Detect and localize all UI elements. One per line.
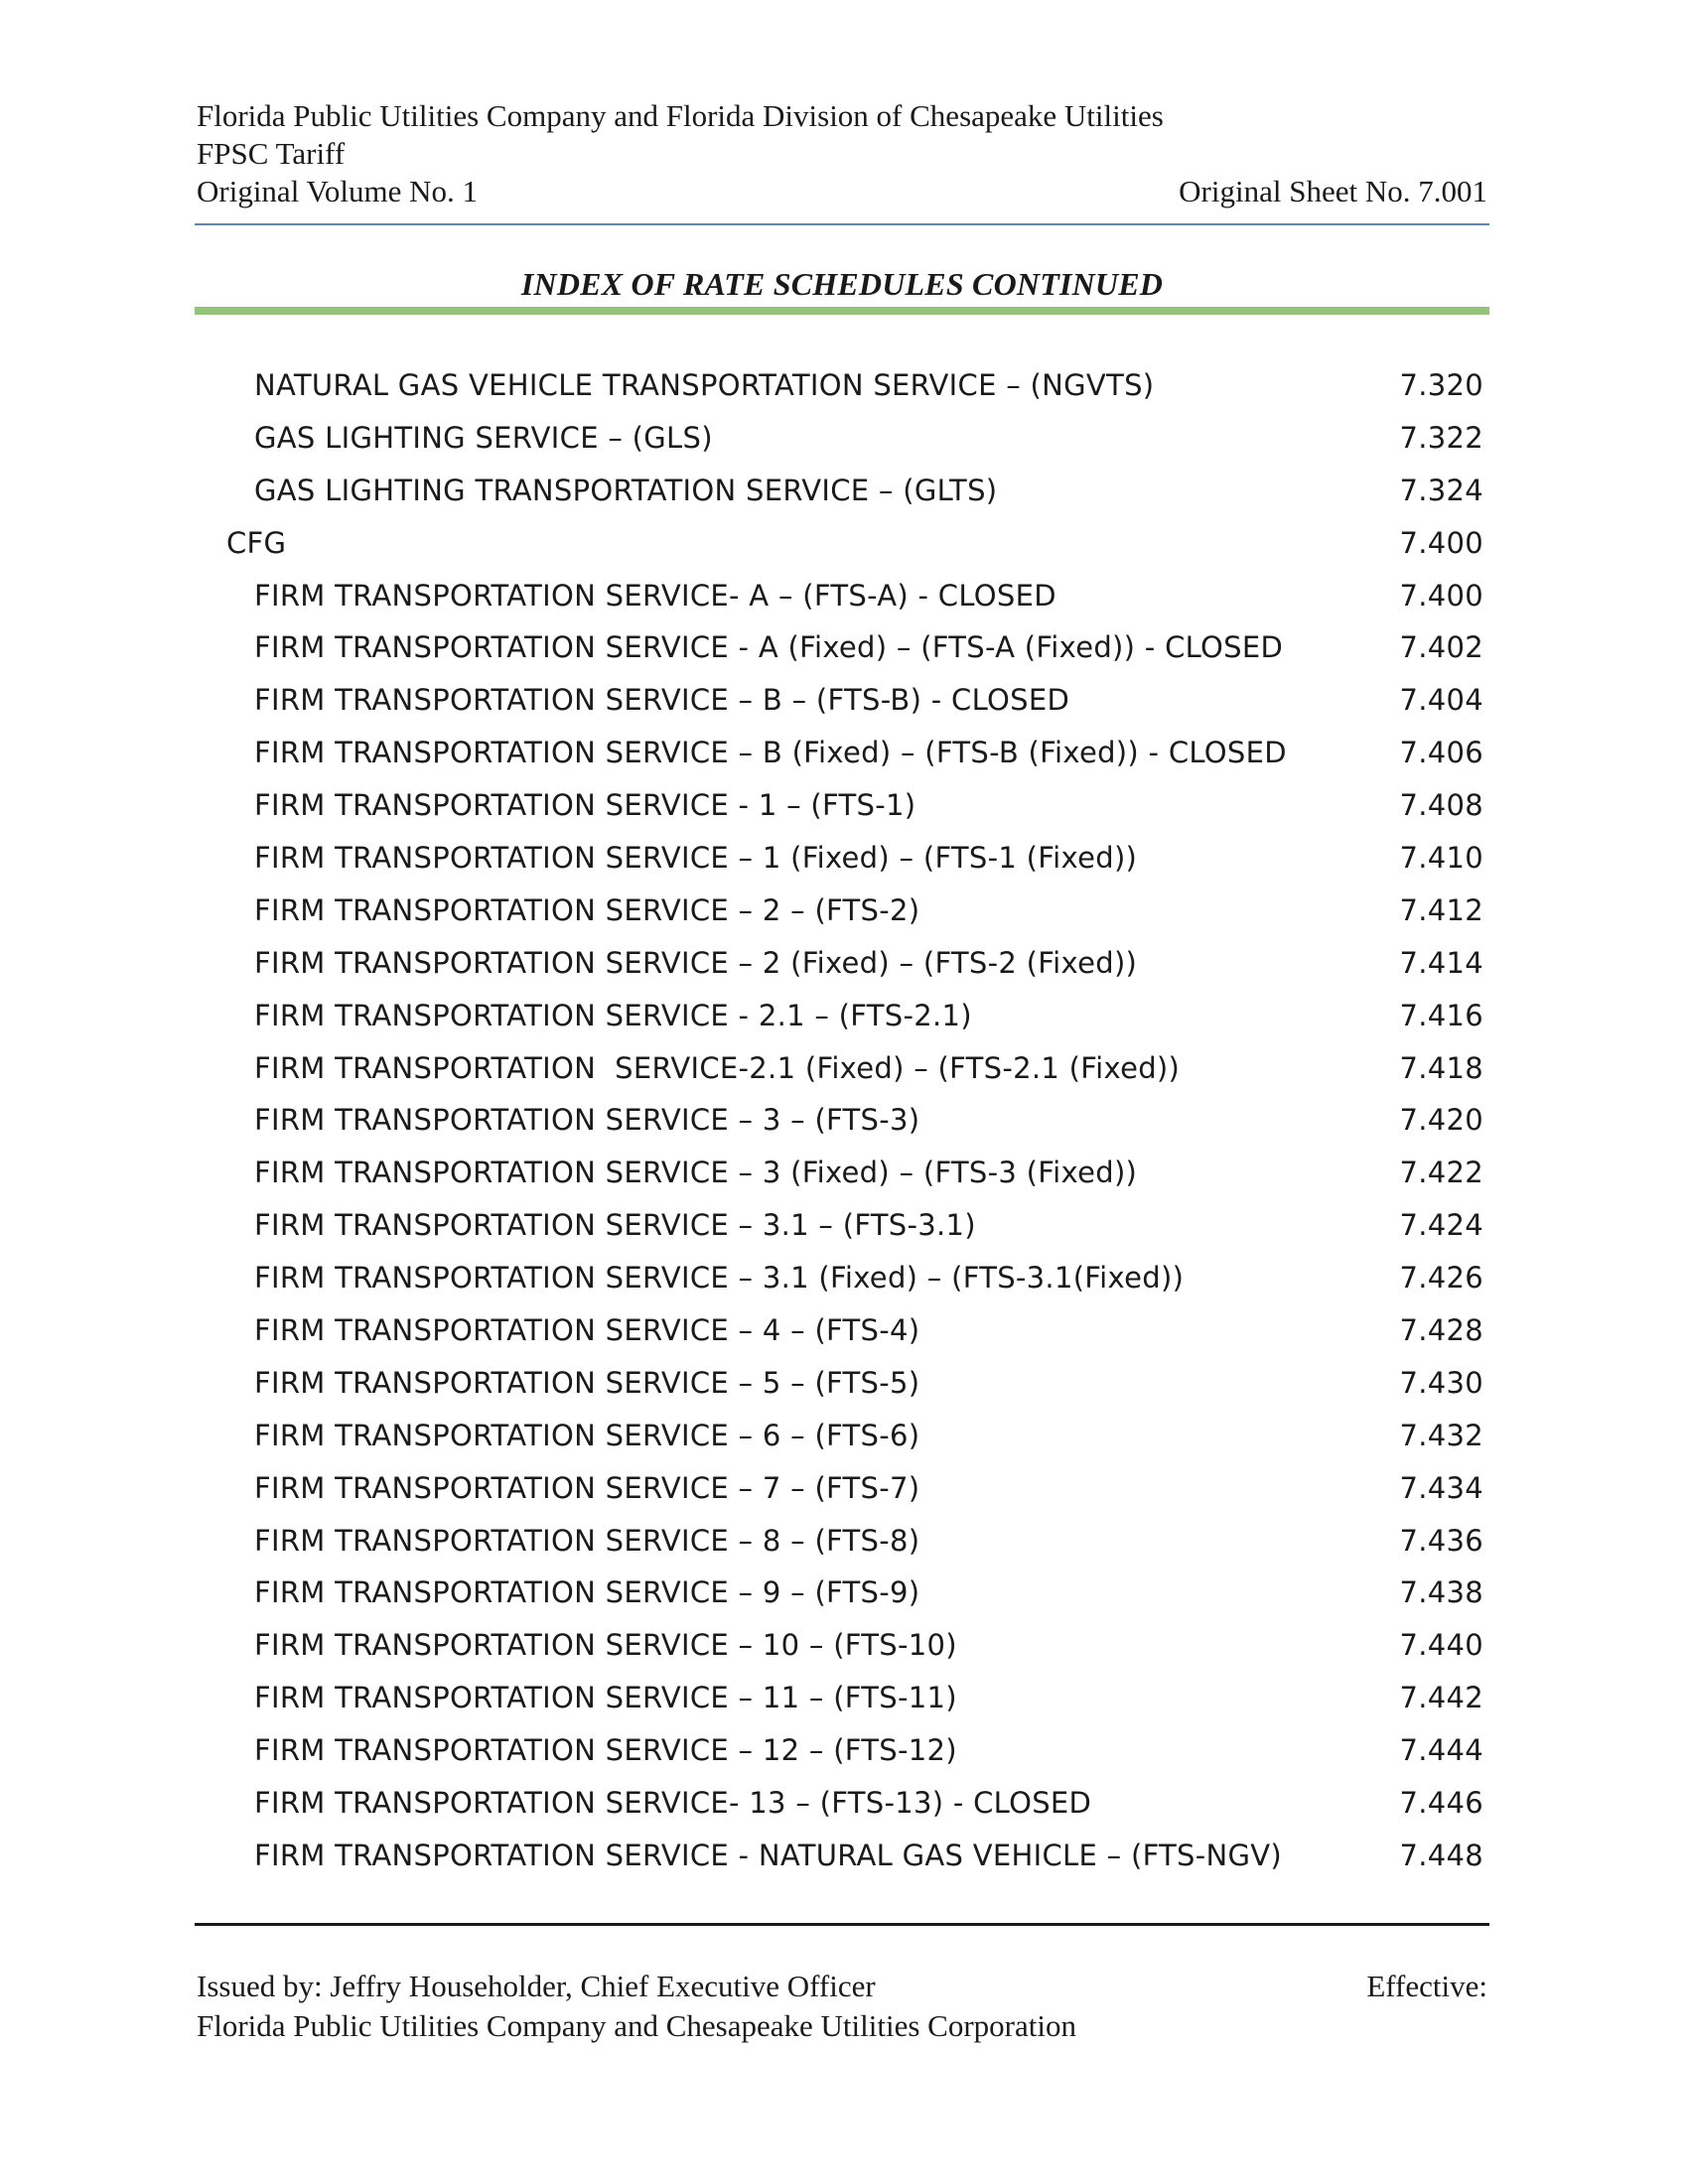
index-entry-label: FIRM TRANSPORTATION SERVICE – B (Fixed) – (FTS-B (Fixed)) - CLOSED: [254, 736, 1287, 770]
footer-issued-row: [197, 1967, 1487, 2006]
index-entry-sheet: 7.406: [1399, 736, 1483, 770]
index-row: [197, 368, 1487, 421]
index-entry-label: FIRM TRANSPORTATION SERVICE - NATURAL GAS VEHICLE – (FTS-NGV): [254, 1838, 1283, 1872]
index-row: [197, 1471, 1487, 1524]
index-row: [197, 1051, 1487, 1104]
index-row: [197, 1208, 1487, 1261]
index-row: [197, 1366, 1487, 1419]
footer-effective: Effective:: [1366, 1969, 1487, 2003]
index-row: [197, 1261, 1487, 1313]
title-divider: [195, 307, 1489, 315]
index-row: [197, 1628, 1487, 1681]
index-entry-label: FIRM TRANSPORTATION SERVICE – 3 – (FTS-3): [254, 1103, 920, 1138]
index-row: [197, 1419, 1487, 1471]
index-entry-label: FIRM TRANSPORTATION SERVICE – 3.1 – (FTS-3.1): [254, 1208, 976, 1243]
footer-issued-by: Issued by: Jeffry Householder, Chief Executive Officer: [197, 1969, 876, 2003]
header-volume-row: [197, 173, 1487, 210]
index-entry-label: FIRM TRANSPORTATION SERVICE-2.1 (Fixed) – (FTS-2.1 (Fixed)): [254, 1050, 1181, 1085]
index-entry-label: FIRM TRANSPORTATION SERVICE- 13 – (FTS-13) - CLOSED: [254, 1786, 1092, 1821]
header-volume: Original Volume No. 1: [197, 174, 479, 208]
index-entry-sheet: 7.400: [1399, 578, 1483, 613]
index-entry-sheet: 7.324: [1399, 473, 1483, 507]
index-entry-sheet: 7.426: [1399, 1261, 1483, 1296]
index-row: [197, 1524, 1487, 1576]
index-entry-label: GAS LIGHTING TRANSPORTATION SERVICE – (GLTS): [254, 473, 998, 507]
index-entry-sheet: 7.322: [1399, 420, 1483, 455]
footer-divider: [195, 1923, 1489, 1926]
index-entry-sheet: 7.422: [1399, 1156, 1483, 1190]
index-entry-label: FIRM TRANSPORTATION SERVICE – 5 – (FTS-5): [254, 1365, 920, 1400]
index-row: [197, 1839, 1487, 1891]
index-entry-sheet: 7.432: [1399, 1418, 1483, 1452]
index-entry-label: FIRM TRANSPORTATION SERVICE - 1 – (FTS-1): [254, 788, 916, 823]
index-row: [197, 630, 1487, 683]
index-row: [197, 893, 1487, 946]
index-entry-sheet: 7.412: [1399, 892, 1483, 927]
index-entry-sheet: 7.448: [1399, 1838, 1483, 1872]
header-company-line: Florida Public Utilities Company and Florida Division of Chesapeake Utilities: [197, 98, 1164, 133]
index-row: [197, 421, 1487, 474]
index-row: [197, 841, 1487, 893]
index-entry-sheet: 7.424: [1399, 1208, 1483, 1243]
index-row: [197, 474, 1487, 526]
header-divider: [195, 223, 1489, 225]
index-row: [197, 683, 1487, 736]
index-entry-label: FIRM TRANSPORTATION SERVICE – 8 – (FTS-8): [254, 1523, 920, 1558]
index-row: [197, 1103, 1487, 1156]
index-entry-label: FIRM TRANSPORTATION SERVICE- A – (FTS-A) - CLOSED: [254, 578, 1056, 613]
index-row: [197, 579, 1487, 631]
page-footer: [197, 1967, 1487, 2046]
index-entry-sheet: 7.446: [1399, 1786, 1483, 1821]
index-entry-label: FIRM TRANSPORTATION SERVICE – 2 (Fixed) – (FTS-2 (Fixed)): [254, 945, 1138, 980]
index-entry-sheet: 7.442: [1399, 1681, 1483, 1715]
index-row: [197, 1733, 1487, 1786]
index-row: [197, 736, 1487, 788]
index-entry-sheet: 7.404: [1399, 683, 1483, 718]
index-entry-sheet: 7.410: [1399, 841, 1483, 876]
index-section-row: [197, 526, 1487, 579]
index-entry-sheet: 7.320: [1399, 368, 1483, 402]
header-sheet-number: Original Sheet No. 7.001: [1179, 174, 1487, 208]
index-entry-label: FIRM TRANSPORTATION SERVICE – 2 – (FTS-2): [254, 892, 920, 927]
index-entry-sheet: 7.402: [1399, 630, 1483, 665]
index-entry-label: FIRM TRANSPORTATION SERVICE – 10 – (FTS-10): [254, 1628, 957, 1663]
index-entry-sheet: 7.440: [1399, 1628, 1483, 1663]
index-entry-sheet: 7.428: [1399, 1313, 1483, 1348]
footer-company: Florida Public Utilities Company and Chesapeake Utilities Corporation: [197, 2008, 1076, 2043]
index-entry-label: FIRM TRANSPORTATION SERVICE – 9 – (FTS-9): [254, 1575, 920, 1610]
index-row: [197, 1156, 1487, 1208]
index-row: [197, 1786, 1487, 1839]
index-entry-label: GAS LIGHTING SERVICE – (GLS): [254, 420, 713, 455]
index-row: [197, 1313, 1487, 1366]
index-entry-sheet: 7.418: [1399, 1050, 1483, 1085]
index-entry-label: FIRM TRANSPORTATION SERVICE – 3 (Fixed) – (FTS-3 (Fixed)): [254, 1156, 1138, 1190]
index-row: [197, 1575, 1487, 1628]
index-row: [197, 788, 1487, 841]
index-entry-sheet: 7.416: [1399, 998, 1483, 1032]
index-entry-label: FIRM TRANSPORTATION SERVICE – 3.1 (Fixed) – (FTS-3.1(Fixed)): [254, 1261, 1185, 1296]
index-entry-label: FIRM TRANSPORTATION SERVICE – 12 – (FTS-12): [254, 1733, 957, 1768]
index-entry-label: FIRM TRANSPORTATION SERVICE - A (Fixed) – (FTS-A (Fixed)) - CLOSED: [254, 630, 1284, 665]
index-entry-sheet: 7.444: [1399, 1733, 1483, 1768]
index-entry-label: FIRM TRANSPORTATION SERVICE – 11 – (FTS-11): [254, 1681, 957, 1715]
page-title: INDEX OF RATE SCHEDULES CONTINUED: [520, 266, 1164, 302]
index-entry-sheet: 7.434: [1399, 1470, 1483, 1505]
index-entry-sheet: 7.408: [1399, 788, 1483, 823]
index-row: [197, 1681, 1487, 1733]
page-header: [197, 97, 1487, 210]
index-entry-sheet: 7.438: [1399, 1575, 1483, 1610]
index-row: [197, 946, 1487, 999]
index-entry-label: NATURAL GAS VEHICLE TRANSPORTATION SERVICE – (NGVTS): [254, 368, 1155, 402]
index-entry-sheet: 7.414: [1399, 945, 1483, 980]
index-entry-sheet: 7.400: [1399, 525, 1483, 560]
index-entry-label: FIRM TRANSPORTATION SERVICE – 6 – (FTS-6): [254, 1418, 920, 1452]
index-entry-sheet: 7.420: [1399, 1103, 1483, 1138]
index-entry-label: FIRM TRANSPORTATION SERVICE – 7 – (FTS-7): [254, 1470, 920, 1505]
index-entry-sheet: 7.436: [1399, 1523, 1483, 1558]
rate-schedule-index: [197, 368, 1487, 1891]
index-row: [197, 999, 1487, 1051]
index-entry-sheet: 7.430: [1399, 1365, 1483, 1400]
index-entry-label: FIRM TRANSPORTATION SERVICE - 2.1 – (FTS-2.1): [254, 998, 972, 1032]
index-entry-label: FIRM TRANSPORTATION SERVICE – 4 – (FTS-4): [254, 1313, 920, 1348]
header-tariff-line: FPSC Tariff: [197, 136, 346, 171]
index-entry-label: FIRM TRANSPORTATION SERVICE – 1 (Fixed) – (FTS-1 (Fixed)): [254, 841, 1138, 876]
index-entry-label: FIRM TRANSPORTATION SERVICE – B – (FTS-B) - CLOSED: [254, 683, 1070, 718]
index-entry-label: CFG: [226, 525, 287, 560]
